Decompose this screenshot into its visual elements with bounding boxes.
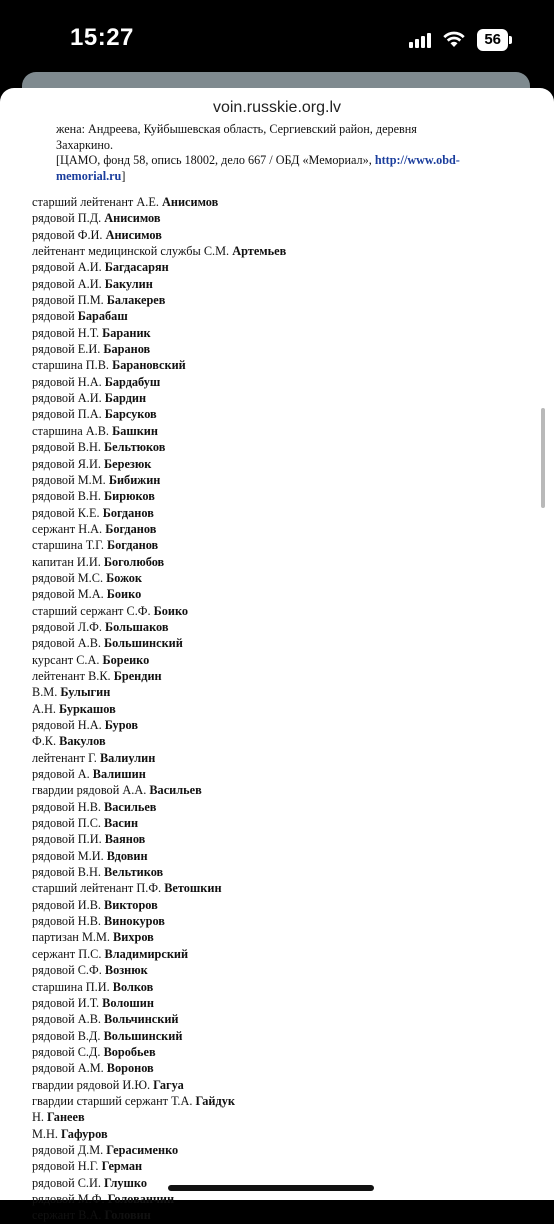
soldier-rank: рядовой Н.В.: [32, 799, 101, 814]
soldier-rank: партизан М.М.: [32, 930, 110, 945]
soldier-rank: рядовой Н.Т.: [32, 325, 100, 340]
soldier-rank: лейтенант Г.: [32, 750, 97, 765]
header-note-line2: [56, 153, 476, 169]
soldier-rank: сержант П.С.: [32, 946, 102, 961]
soldier-surname: Анисимов: [162, 195, 219, 209]
list-item: [32, 456, 554, 472]
browser-sheet: [0, 88, 554, 1223]
soldier-surname: Большинский: [104, 636, 183, 651]
soldier-rank: старшина А.В.: [32, 423, 109, 438]
soldier-rank: рядовой Н.А.: [32, 374, 102, 389]
list-item: [32, 864, 554, 880]
soldier-surname: Боголюбов: [103, 554, 165, 569]
soldier-surname: Божок: [106, 570, 142, 585]
soldier-rank: старший лейтенант П.Ф.: [32, 881, 162, 896]
soldier-surname: Анисимов: [104, 211, 161, 226]
soldier-surname: Бирюков: [104, 489, 155, 504]
soldier-surname: Березюк: [104, 456, 152, 471]
list-item: [32, 1207, 554, 1223]
list-item: [32, 423, 554, 439]
list-item: [32, 439, 554, 455]
list-item: [32, 701, 554, 717]
soldier-surname: Боико: [153, 603, 189, 618]
list-item: [32, 292, 554, 308]
soldier-surname: Бибижин: [108, 472, 161, 487]
soldier-rank: рядовой М.А.: [32, 587, 104, 602]
soldier-surname: Вихров: [113, 930, 154, 945]
header-note-line3: [56, 169, 476, 185]
list-item: [32, 913, 554, 929]
list-item: [32, 979, 554, 995]
archive-reference-end: ]: [121, 168, 126, 183]
soldier-rank: рядовой И.В.: [32, 897, 101, 912]
soldier-surname: Васильев: [149, 783, 202, 798]
wifi-icon: [443, 32, 465, 48]
soldier-rank: рядовой: [32, 309, 75, 324]
soldier-rank: рядовой К.Е.: [32, 505, 100, 520]
soldier-surname: Булыгин: [60, 685, 111, 700]
list-item: [32, 210, 554, 226]
soldier-rank: сержант Н.А.: [32, 521, 103, 536]
battery-level: 56: [484, 31, 501, 48]
soldier-rank: сержант В.А.: [32, 1208, 102, 1223]
soldier-surname: Бардин: [104, 391, 147, 406]
url-text: voin.russkie.org.lv: [212, 99, 342, 116]
status-bar: [0, 0, 554, 80]
list-item: [32, 1109, 554, 1125]
soldier-surname: Голованчин: [107, 1191, 175, 1206]
soldier-surname: Глушко: [104, 1175, 147, 1190]
list-item: [32, 308, 554, 324]
soldier-surname: Богданов: [102, 505, 154, 520]
soldier-surname: Гайдук: [195, 1093, 235, 1108]
soldier-rank: рядовой С.И.: [32, 1175, 101, 1190]
soldier-surname: Большаков: [105, 619, 169, 634]
soldier-surname: Буров: [104, 718, 139, 732]
status-time: 15:27: [70, 24, 134, 51]
soldier-rank: рядовой П.С.: [32, 816, 101, 831]
list-item: [32, 1011, 554, 1027]
list-item: [32, 929, 554, 945]
soldier-rank: курсант С.А.: [32, 652, 100, 667]
list-item: [32, 946, 554, 962]
soldier-rank: рядовой П.И.: [32, 832, 102, 847]
obd-memorial-link-part2[interactable]: memorial.ru: [56, 168, 122, 183]
soldier-surname: Башкин: [112, 423, 158, 438]
page-content: [0, 122, 554, 1223]
soldier-rank: рядовой В.Н.: [32, 440, 101, 455]
soldier-rank: рядовой С.Ф.: [32, 963, 102, 978]
list-item: [32, 733, 554, 749]
soldier-rank: рядовой В.Н.: [32, 865, 101, 880]
list-item: [32, 880, 554, 896]
list-item: [32, 1060, 554, 1076]
soldier-surname: Вельтиков: [104, 865, 164, 880]
soldier-surname: Бардабуш: [104, 374, 161, 389]
soldier-rank: рядовой Л.Ф.: [32, 619, 102, 634]
soldier-surname: Вольчинский: [104, 1012, 179, 1027]
home-indicator[interactable]: [168, 1185, 374, 1191]
cellular-signal-icon: [409, 32, 431, 48]
list-item: [32, 684, 554, 700]
list-item: [32, 243, 554, 259]
list-item: [32, 619, 554, 635]
soldier-rank: рядовой Н.Г.: [32, 1159, 99, 1174]
list-item: [32, 717, 554, 733]
soldier-surname: Барабаш: [77, 309, 128, 324]
soldier-surname: Герман: [101, 1159, 143, 1174]
list-item: [32, 603, 554, 619]
soldier-surname: Брендин: [113, 668, 162, 683]
list-item: [32, 537, 554, 553]
soldier-rank: рядовой А.И.: [32, 391, 102, 406]
soldier-surname: Герасименко: [106, 1142, 179, 1157]
list-item: [32, 227, 554, 243]
soldier-surname: Викторов: [104, 897, 158, 912]
soldier-rank: лейтенант медицинской службы С.М.: [32, 244, 230, 259]
list-item: [32, 1044, 554, 1060]
soldier-rank: рядовой М.И.: [32, 848, 104, 863]
header-note: [56, 122, 476, 184]
soldier-surname: Волков: [112, 979, 154, 994]
list-item: [32, 259, 554, 275]
soldier-rank: рядовой Н.В.: [32, 914, 101, 929]
soldier-list: [32, 194, 554, 1224]
soldier-surname: Вольшинский: [103, 1028, 183, 1043]
soldier-rank: лейтенант В.К.: [32, 668, 111, 683]
list-item: [32, 750, 554, 766]
soldier-surname: Валиулин: [99, 750, 156, 765]
list-item: [32, 897, 554, 913]
soldier-surname: Головин: [104, 1208, 151, 1223]
list-item: [32, 652, 554, 668]
list-item: [32, 488, 554, 504]
soldier-surname: Бараник: [102, 325, 151, 340]
soldier-rank: рядовой А.: [32, 767, 90, 782]
soldier-surname: Гагуа: [153, 1077, 184, 1092]
list-item: [32, 472, 554, 488]
soldier-rank: рядовой А.И.: [32, 276, 102, 291]
soldier-rank: В.М.: [32, 685, 58, 700]
soldier-rank: рядовой А.В.: [32, 636, 101, 651]
list-item: [32, 815, 554, 831]
soldier-rank: рядовой А.В.: [32, 1012, 101, 1027]
soldier-surname: Бореико: [102, 652, 150, 667]
soldier-rank: рядовой В.Д.: [32, 1028, 101, 1043]
soldier-surname: Балакерев: [106, 293, 166, 308]
list-item: [32, 1158, 554, 1174]
soldier-surname: Барсуков: [104, 407, 157, 422]
soldier-rank: рядовой С.Д.: [32, 1044, 101, 1059]
soldier-rank: старшина П.В.: [32, 358, 109, 373]
soldier-surname: Барановский: [112, 358, 186, 373]
soldier-surname: Вдовин: [106, 848, 148, 863]
soldier-rank: старшина П.И.: [32, 979, 110, 994]
obd-memorial-link-part1[interactable]: http://www.obd-: [374, 153, 460, 167]
soldier-surname: Богданов: [106, 538, 159, 553]
soldier-rank: рядовой Ф.И.: [32, 227, 103, 242]
soldier-surname: Васильев: [104, 799, 157, 814]
soldier-surname: Бельтюков: [104, 440, 166, 455]
status-icons: [409, 29, 508, 51]
list-item: [32, 766, 554, 782]
list-item: [32, 848, 554, 864]
soldier-surname: Богданов: [105, 521, 157, 536]
soldier-rank: старшина Т.Г.: [32, 538, 104, 553]
list-item: [32, 194, 554, 210]
list-item: [32, 1142, 554, 1158]
soldier-surname: Ветошкин: [164, 881, 222, 896]
soldier-rank: рядовой Н.А.: [32, 718, 102, 732]
soldier-rank: рядовой П.Д.: [32, 211, 102, 226]
list-item: [32, 570, 554, 586]
battery-icon: [477, 29, 508, 51]
soldier-surname: Боико: [106, 587, 142, 602]
list-item: [32, 635, 554, 651]
list-item: [32, 995, 554, 1011]
archive-reference: [ЦАМО, фонд 58, опись 18002, дело 667 / ОБД «Мемориал»,: [56, 153, 375, 167]
list-item: [32, 325, 554, 341]
header-note-line1: жена: Андреева, Куйбышевская область, Сергиевский район, деревня Захаркино.: [56, 122, 417, 152]
soldier-rank: рядовой И.Т.: [32, 995, 100, 1010]
soldier-surname: Владимирский: [104, 946, 189, 961]
soldier-rank: рядовой Д.М.: [32, 1142, 104, 1157]
soldier-surname: Гафуров: [61, 1126, 108, 1141]
soldier-surname: Баранов: [103, 342, 151, 357]
scrollbar[interactable]: [541, 408, 545, 508]
soldier-surname: Васин: [104, 816, 139, 831]
soldier-rank: рядовой В.Н.: [32, 489, 101, 504]
list-item: [32, 406, 554, 422]
list-item: [32, 799, 554, 815]
soldier-surname: Бакулин: [104, 276, 153, 291]
list-item: [32, 831, 554, 847]
soldier-rank: рядовой М.Ф.: [32, 1191, 105, 1206]
soldier-rank: рядовой Е.И.: [32, 342, 101, 357]
soldier-rank: А.Н.: [32, 701, 56, 716]
list-item: [32, 1077, 554, 1093]
soldier-rank: рядовой П.М.: [32, 293, 104, 308]
soldier-surname: Ганеев: [47, 1110, 85, 1125]
soldier-rank: рядовой П.А.: [32, 407, 102, 422]
list-item: [32, 668, 554, 684]
soldier-surname: Винокуров: [104, 914, 165, 929]
soldier-rank: рядовой А.И.: [32, 260, 102, 275]
soldier-rank: Н.: [32, 1110, 44, 1125]
soldier-surname: Воронов: [106, 1061, 154, 1076]
soldier-rank: капитан И.И.: [32, 554, 101, 569]
list-item: [32, 341, 554, 357]
list-item: [32, 782, 554, 798]
soldier-surname: Багдасарян: [104, 260, 169, 275]
soldier-surname: Буркашов: [59, 701, 116, 716]
soldier-surname: Ваянов: [104, 832, 146, 847]
soldier-rank: старший лейтенант А.Е.: [32, 195, 159, 209]
soldier-rank: рядовой М.М.: [32, 472, 106, 487]
list-item: [32, 374, 554, 390]
soldier-surname: Артемьев: [232, 244, 287, 259]
list-item: [32, 554, 554, 570]
list-item: [32, 962, 554, 978]
list-item: [32, 586, 554, 602]
soldier-surname: Анисимов: [105, 227, 162, 242]
soldier-rank: М.Н.: [32, 1126, 58, 1141]
soldier-rank: гвардии рядовой А.А.: [32, 783, 147, 798]
soldier-rank: гвардии старший сержант Т.А.: [32, 1093, 193, 1108]
list-item: [32, 390, 554, 406]
soldier-rank: рядовой М.С.: [32, 570, 104, 585]
list-item: [32, 521, 554, 537]
soldier-rank: рядовой А.М.: [32, 1061, 104, 1076]
list-item: [32, 276, 554, 292]
soldier-rank: рядовой Я.И.: [32, 456, 101, 471]
soldier-surname: Вознюк: [104, 963, 148, 978]
soldier-surname: Воробьев: [103, 1044, 156, 1059]
list-item: [32, 1126, 554, 1142]
soldier-surname: Валишин: [92, 767, 146, 782]
soldier-rank: старший сержант С.Ф.: [32, 603, 151, 618]
list-item: [32, 1093, 554, 1109]
list-item: [32, 357, 554, 373]
list-item: [32, 505, 554, 521]
soldier-rank: Ф.К.: [32, 734, 57, 749]
list-item: [32, 1028, 554, 1044]
list-item: [32, 1191, 554, 1207]
soldier-rank: гвардии рядовой И.Ю.: [32, 1077, 151, 1092]
soldier-surname: Волошин: [102, 995, 154, 1010]
soldier-surname: Вакулов: [59, 734, 106, 749]
